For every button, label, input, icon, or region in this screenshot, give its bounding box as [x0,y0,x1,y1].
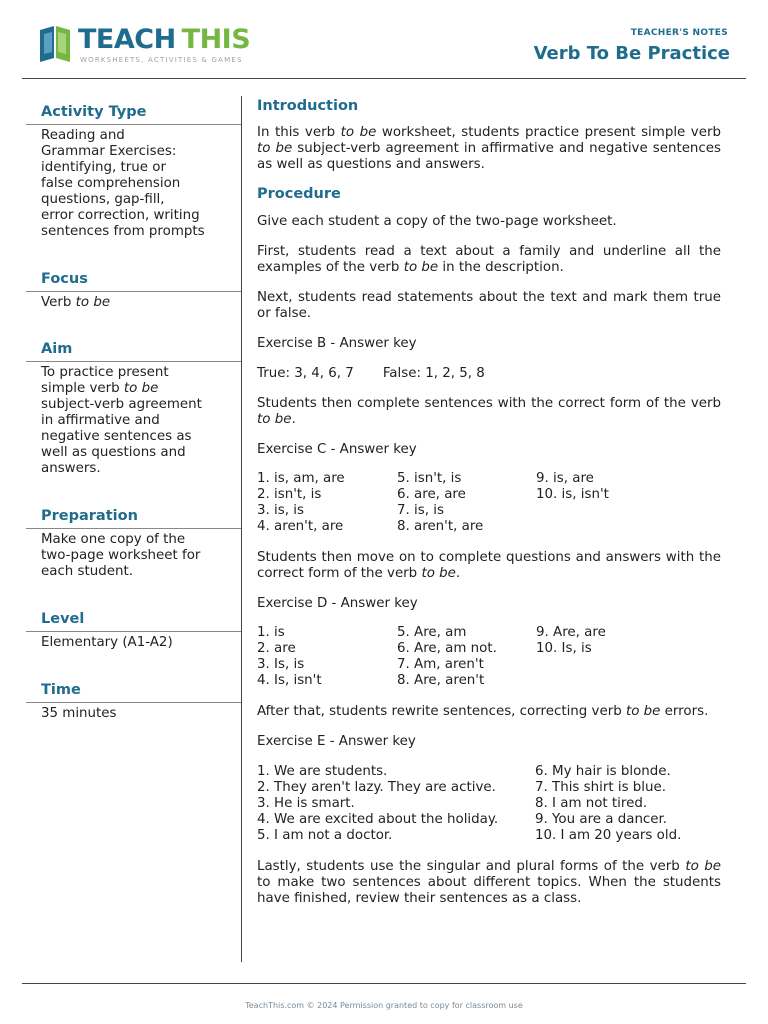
exercise-d-label: Exercise D - Answer key [257,596,418,611]
text: in the description. [438,260,564,275]
text-line: two-page worksheet for [41,548,201,563]
text-line: To practice present [41,365,169,380]
answer-item: 5. Are, am [397,625,467,640]
sidebar-heading: Aim [41,341,73,357]
sidebar-heading: Level [41,611,85,627]
answer-item: 6. Are, am not. [397,641,497,656]
aim-body [26,362,241,477]
procedure-paragraph [257,550,721,582]
answer-item: 1. is [257,625,285,640]
exercise-d-answer-grid [257,625,721,689]
answer-item: 3. is, is [257,503,304,518]
procedure-heading: Procedure [257,186,341,202]
answer-item: 8. Are, aren't [397,673,485,688]
activity-type-section [26,100,241,240]
answer-item: 8. I am not tired. [535,796,648,811]
text: errors. [660,704,709,719]
sidebar-heading: Activity Type [41,104,147,120]
logo-tagline: WORKSHEETS, ACTIVITIES & GAMES [80,56,243,64]
text: . [291,412,296,427]
text-line: false comprehension [41,176,181,191]
document-title: Verb To Be Practice [533,43,730,64]
answer-item: 3. He is smart. [257,796,355,811]
sidebar [26,100,241,722]
answer-item: 2. They aren't lazy. They are active. [257,780,496,795]
italic-text: to be [403,260,439,275]
intro-paragraph [257,125,721,173]
answer-item: 7. Am, aren't [397,657,484,672]
sidebar-heading: Time [41,682,81,698]
answer-item: 4. We are excited about the holiday. [257,812,499,827]
answer-item: 6. My hair is blonde. [535,764,671,779]
introduction-heading: Introduction [257,98,359,114]
answer-item: 9. Are, are [536,625,606,640]
preparation-body [26,529,241,580]
procedure-paragraph [257,244,721,276]
answer-item: 1. is, am, are [257,471,345,486]
page-header [0,0,768,80]
text: simple verb [41,381,124,396]
text: subject-verb agreement in affirmative and negative sentences as well as questions and answers. [257,141,721,172]
text-line: error correction, writing [41,208,200,223]
answer-item: 6. are, are [397,487,466,502]
level-section [26,607,241,651]
exercise-c-answer-grid [257,471,721,535]
answer-item: 1. We are students. [257,764,388,779]
italic-text: to be [685,859,721,874]
text-line: Grammar Exercises: [41,144,177,159]
text-line: negative sentences as [41,429,192,444]
activity-type-body [26,125,241,240]
answer-item: 3. Is, is [257,657,305,672]
exercise-b-label: Exercise B - Answer key [257,336,417,351]
procedure-paragraph [257,704,721,720]
text: . [455,566,461,581]
logo-teach-text: TEACH [78,24,176,55]
text-line: sentences from prompts [41,224,205,239]
exercise-b-answers [257,366,721,382]
aim-section [26,337,241,477]
text-line: answers. [41,461,101,476]
text-line [41,381,231,397]
procedure-paragraph: Give each student a copy of the two-page worksheet. [257,214,617,229]
answer-item: 7. This shirt is blue. [535,780,667,795]
teachers-notes-label: TEACHER'S NOTES [630,28,728,38]
logo-this-text: THIS [181,24,251,55]
text: In this verb [257,125,341,140]
italic-text: to be [421,566,456,581]
text: Students then complete sentences with the correct form of the verb [257,396,721,411]
answer-item [536,519,676,535]
sidebar-heading: Preparation [41,508,138,524]
exercise-e-answer-grid [257,764,721,844]
exercise-e-label: Exercise E - Answer key [257,734,416,749]
answer-item: 4. aren't, are [257,519,344,534]
text: Students then move on to complete questions and answers with the correct form of the verb [257,550,721,581]
answer-item: 4. Is, isn't [257,673,322,688]
answer-item: 8. aren't, are [397,519,484,534]
answer-item [536,657,676,673]
italic-text: to be [625,704,661,719]
footer-copyright: TeachThis.com © 2024 Permission granted to copy for classroom use [245,1001,523,1010]
italic-text: to be [75,295,111,310]
italic-text: to be [340,125,377,140]
answer-item: 5. I am not a doctor. [257,828,393,843]
focus-section [26,267,241,311]
text-line: questions, gap-fill, [41,192,165,207]
text-line: Reading and [41,128,125,143]
book-icon [36,24,74,64]
answer-item: 7. is, is [397,503,444,518]
exercise-c-label: Exercise C - Answer key [257,442,417,457]
focus-body [26,292,241,311]
false-answers: False: 1, 2, 5, 8 [382,366,485,381]
answer-item: 9. is, are [536,471,594,486]
text: to make two sentences about different topics. When the students have finished, review their sentences as a class. [257,875,721,906]
answer-item [536,673,676,689]
italic-text: to be [123,381,159,396]
text: worksheet, students practice present simple verb [376,125,721,140]
answer-item: 5. isn't, is [397,471,462,486]
time-body: 35 minutes [41,706,117,721]
text-line: each student. [41,564,133,579]
text: After that, students rewrite sentences, correcting verb [257,704,626,719]
column-divider [241,96,242,962]
answer-item: 10. Is, is [536,641,592,656]
procedure-paragraph: Next, students read statements about the text and mark them true or false. [257,290,721,321]
level-body: Elementary (A1-A2) [41,635,173,650]
answer-item [536,503,676,519]
procedure-paragraph [257,396,721,428]
text-line: identifying, true or [41,160,166,175]
answer-item: 2. isn't, is [257,487,322,502]
text: First, students read a text about a family and underline all the examples of the verb [257,244,721,275]
sidebar-heading: Focus [41,271,88,287]
main-content [257,96,721,907]
answer-item: 2. are [257,641,296,656]
italic-text: to be [257,412,292,427]
answer-item: 10. I am 20 years old. [535,828,682,843]
text-line: Make one copy of the [41,532,186,547]
answer-item: 9. You are a dancer. [535,812,668,827]
footer-divider [22,983,746,984]
text: Lastly, students use the singular and plural forms of the verb [257,859,686,874]
text-line: in affirmative and [41,413,160,428]
true-answers: True: 3, 4, 6, 7 [257,366,354,381]
time-section [26,678,241,722]
text-line: subject-verb agreement [41,397,202,412]
preparation-section [26,504,241,580]
italic-text: to be [257,141,293,156]
text: Verb [41,295,76,310]
text-line: well as questions and [41,445,186,460]
header-divider [22,78,746,79]
procedure-paragraph [257,859,721,907]
answer-item: 10. is, isn't [536,487,609,502]
